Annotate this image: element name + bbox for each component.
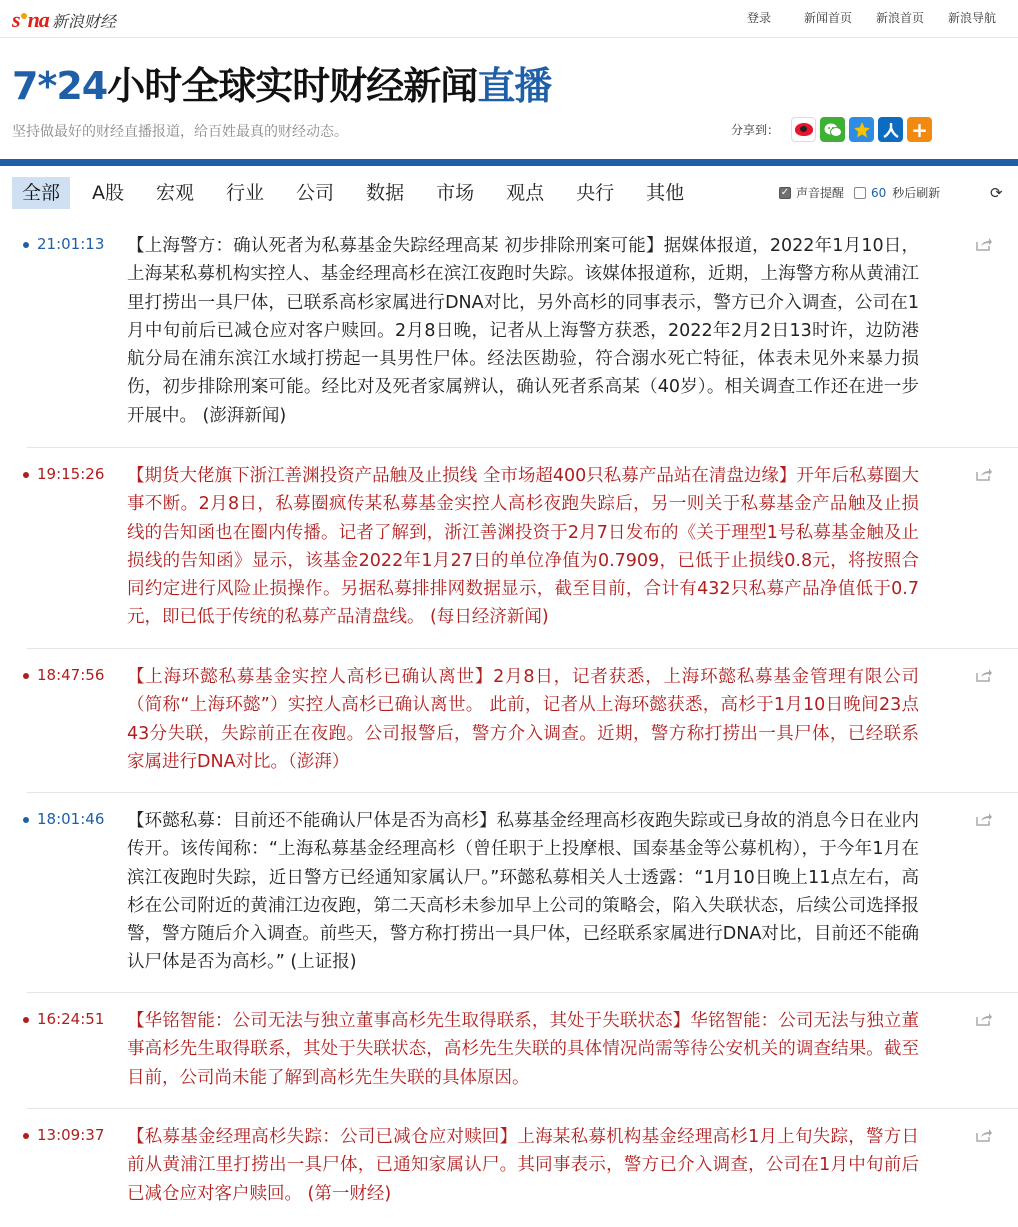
title-suffix: 直播 [477, 64, 552, 108]
sina-home-link[interactable]: 新浪首页 [875, 11, 924, 25]
item-time: 18:01:46 [37, 810, 105, 828]
item-text: 【私募基金经理高杉失踪：公司已减仓应对赎回】上海某私募机构基金经理高杉1月上旬失踪，警方日前从黄浦江里打捞出一具尸体，已通知家属认尸。其同事表示，警方已介入调查，公司在1月中旬前后已减仓应对客户赎回。 (第一财经) [127, 1127, 919, 1204]
share-icon[interactable] [975, 1127, 993, 1143]
tab-opinion[interactable]: 观点 [506, 182, 545, 204]
timeline-dot [23, 242, 29, 248]
item-text: 【期货大佬旗下浙江善渊投资产品触及止损线 全市场超400只私募产品站在清盘边缘】开年后私募圈大事不断。2月8日，私募圈疯传某私募基金实控人高杉夜跑失踪后，另一则关于私募基金产品触及止损线的告知函也在圈内传播。记者了解到，浙江善渊投资于2月7日发布的《关于理型1号私募基金触及止损线的告知函》显示，该基金2022年1月27日的单位净值为0.7909，已低于止损线0.8元，将按照合同约定进行风险止损操作。另据私募排排网数据显示，截至目前，合计有432只私募产品净值低于0.7元，即已低于传统的私募产品清盘线。 (每日经济新闻) [127, 466, 919, 628]
share-icon[interactable] [975, 236, 993, 252]
item-time: 16:24:51 [37, 1010, 105, 1028]
refresh-countdown: 60 [871, 185, 887, 200]
tab-central-bank[interactable]: 央行 [576, 182, 615, 204]
timeline-dot [23, 472, 29, 478]
timeline-dot [23, 1017, 29, 1023]
qzone-icon[interactable] [849, 117, 874, 142]
item-time: 21:01:13 [37, 235, 105, 253]
page-title [12, 55, 551, 110]
share-icon[interactable] [975, 811, 993, 827]
more-icon[interactable]: + [907, 117, 932, 142]
item-text: 【华铭智能：公司无法与独立董事高杉先生取得联系，其处于失联状态】华铭智能：公司无法与独立董事高杉先生取得联系，其处于失联状态，高杉先生失联的具体情况尚需等待公安机关的调查结果。截至目前，公司尚未能了解到高杉先生失联的具体原因。 [127, 1011, 919, 1088]
reload-icon[interactable]: ⟳ [990, 184, 1003, 202]
tab-all[interactable]: 全部 [12, 177, 70, 209]
timeline-dot [23, 1133, 29, 1139]
list-item [27, 649, 1018, 793]
sound-alert-label: 声音提醒 [796, 186, 845, 200]
tab-macro[interactable]: 宏观 [156, 182, 195, 204]
share-icon[interactable] [975, 1011, 993, 1027]
share-label: 分享到： [731, 123, 780, 137]
sina-finance-logo[interactable] [12, 7, 116, 33]
item-time: 13:09:37 [37, 1126, 105, 1144]
auto-refresh-checkbox[interactable] [854, 187, 866, 199]
list-item [27, 218, 1018, 448]
feed-controls [779, 184, 940, 201]
title-prefix: 7*24 [12, 64, 108, 108]
item-text: 【环懿私募：目前还不能确认尸体是否为高杉】私募基金经理高杉夜跑失踪或已身故的消息今日在业内传开。该传闻称：“上海私募基金经理高杉（曾任职于上投摩根、国泰基金等公募机构），于今年1月在滨江夜跑时失踪，近日警方已经通知家属认尸。”环懿私募相关人士透露：“1月10日晚上11点左右，高杉在公司附近的黄浦江边夜跑，第二天高杉未参加早上公司的策略会，陷入失联状态，后续公司选择报警，警方随后介入调查。前些天，警方称打捞出一具尸体，已经联系家属进行DNA对比，目前还不能确认尸体是否为高杉。” (上证报) [127, 811, 919, 973]
sina-nav-link[interactable]: 新浪导航 [947, 11, 996, 25]
timeline-dot [23, 673, 29, 679]
list-item [27, 1109, 1018, 1227]
header-divider [0, 159, 1018, 166]
renren-icon[interactable] [878, 117, 903, 142]
tab-a-share[interactable]: A股 [92, 182, 125, 204]
item-text: 【上海环懿私募基金实控人高杉已确认离世】2月8日，记者获悉，上海环懿私募基金管理有限公司（简称“上海环懿”）实控人高杉已确认离世。 此前，记者从上海环懿获悉，高杉于1月10日晚间23点43分失联，失踪前正在夜跑。公司报警后，警方介入调查。近期，警方称打捞出一具尸体，已经联系家属进行DNA对比。（澎湃） [127, 667, 919, 772]
share-icon[interactable] [975, 667, 993, 683]
list-item [27, 448, 1018, 649]
page-subtitle: 坚持做最好的财经直播报道，给百姓最真的财经动态。 [12, 124, 348, 140]
item-time: 19:15:26 [37, 465, 105, 483]
tab-company[interactable]: 公司 [296, 182, 335, 204]
tab-industry[interactable]: 行业 [226, 182, 265, 204]
top-bar [0, 0, 1018, 38]
timeline-dot [23, 817, 29, 823]
weibo-icon[interactable] [791, 117, 816, 142]
refresh-label: 秒后刷新 [892, 186, 941, 200]
logo-text: 新浪财经 [51, 11, 116, 31]
item-time: 18:47:56 [37, 666, 105, 684]
share-icon[interactable] [975, 466, 993, 482]
tab-market[interactable]: 市场 [436, 182, 475, 204]
login-link[interactable]: 登录 [746, 11, 771, 25]
tab-other[interactable]: 其他 [646, 182, 685, 204]
list-item [27, 993, 1018, 1109]
news-home-link[interactable]: 新闻首页 [803, 11, 852, 25]
sina-logo-mark: s na [12, 7, 49, 32]
title-middle: 小时全球实时财经新闻 [107, 64, 478, 108]
tab-data[interactable]: 数据 [366, 182, 405, 204]
share-bar [731, 117, 936, 142]
list-item [27, 793, 1018, 993]
category-tabs [12, 177, 706, 209]
top-links [723, 9, 996, 26]
item-text: 【上海警方：确认死者为私募基金失踪经理高某 初步排除刑案可能】据媒体报道，2022年1月10日，上海某私募机构实控人、基金经理高杉在滨江夜跑时失踪。该媒体报道称，近期，上海警方称从黄浦江里打捞出一具尸体，已联系高杉家属进行DNA对比，另外高杉的同事表示，警方已介入调查，公司在1月中旬前后已减仓应对客户赎回。2月8日晚，记者从上海警方获悉，2022年2月2日13时许，边防港航分局在浦东滨江水域打捞起一具男性尸体。经法医勘验，符合溺水死亡特征，体表未见外来暴力损伤，初步排除刑案可能。经比对及死者家属辨认，确认死者系高某（40岁）。相关调查工作还在进一步开展中。 (澎湃新闻) [127, 236, 919, 426]
wechat-icon[interactable] [820, 117, 845, 142]
sound-alert-checkbox[interactable]: ✓ [780, 186, 790, 198]
